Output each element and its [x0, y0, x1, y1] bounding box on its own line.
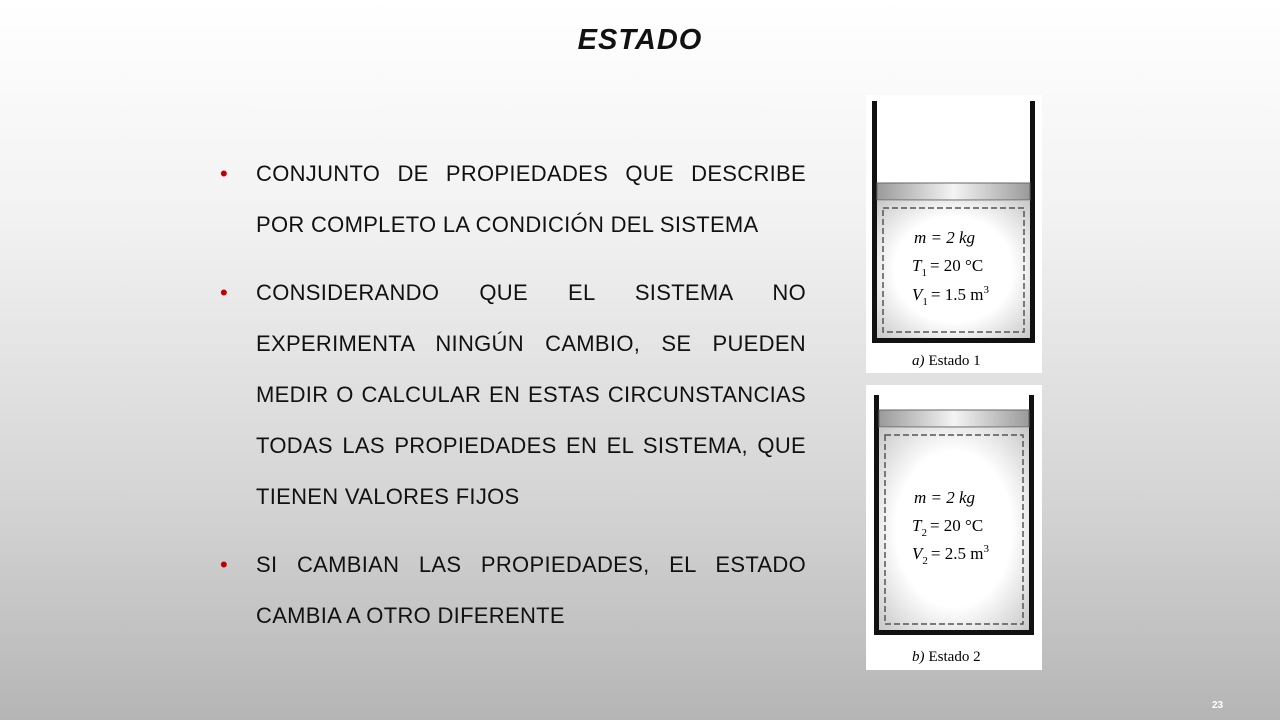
cylinder-bottom: [874, 630, 1034, 635]
bullet-item: [218, 148, 806, 250]
cylinder-wall-left: [874, 395, 879, 635]
cylinder-wall-left: [872, 101, 877, 343]
bullet-text: SI CAMBIAN LAS PROPIEDADES, EL ESTADO CAMBIA A OTRO DIFERENTE: [256, 552, 806, 628]
bullet-item: [218, 539, 806, 641]
bullet-text: CONJUNTO DE PROPIEDADES QUE DESCRIBE POR COMPLETO LA CONDICIÓN DEL SISTEMA: [256, 161, 806, 237]
figure-caption: b) Estado 2: [912, 649, 981, 665]
bullet-item: [218, 267, 806, 522]
slide-title: ESTADO: [577, 24, 703, 56]
mass-label: m = 2 kg: [914, 488, 976, 507]
volume-label: $V_1 = 1.5$ $m^3$: [912, 284, 989, 308]
figure-state-1: [866, 95, 1042, 373]
bullet-list: [218, 148, 806, 658]
bullet-dot-icon: •: [220, 280, 229, 305]
piston: [877, 183, 1030, 200]
bullet-text: CONSIDERANDO QUE EL SISTEMA NO EXPERIMENTA NINGÚN CAMBIO, SE PUEDEN MEDIR O CALCULAR EN ESTAS CIRCUNSTANCIAS TODAS LAS PROPIEDADES EN EL SISTEMA, QUE TIENEN VALORES FIJOS: [256, 280, 806, 509]
bullet-dot-icon: •: [220, 161, 229, 186]
piston-cylinder-state-2: [866, 385, 1042, 670]
piston-cylinder-state-1: [866, 95, 1042, 373]
bullet-dot-icon: •: [220, 552, 229, 577]
temperature-label: $T_2 = 20$ °C: [912, 516, 984, 539]
figure-caption: a) Estado 1: [912, 353, 981, 369]
cylinder-bottom: [872, 338, 1035, 343]
page-number: 23: [1212, 700, 1224, 711]
mass-label: m = 2 kg: [914, 228, 976, 247]
volume-label: $V_2 = 2.5$ $m^3$: [912, 543, 989, 567]
cylinder-wall-right: [1029, 395, 1034, 635]
cylinder-wall-right: [1030, 101, 1035, 343]
figure-state-2: [866, 385, 1042, 670]
temperature-label: $T_1 = 20$ °C: [912, 256, 984, 279]
piston: [879, 410, 1029, 427]
